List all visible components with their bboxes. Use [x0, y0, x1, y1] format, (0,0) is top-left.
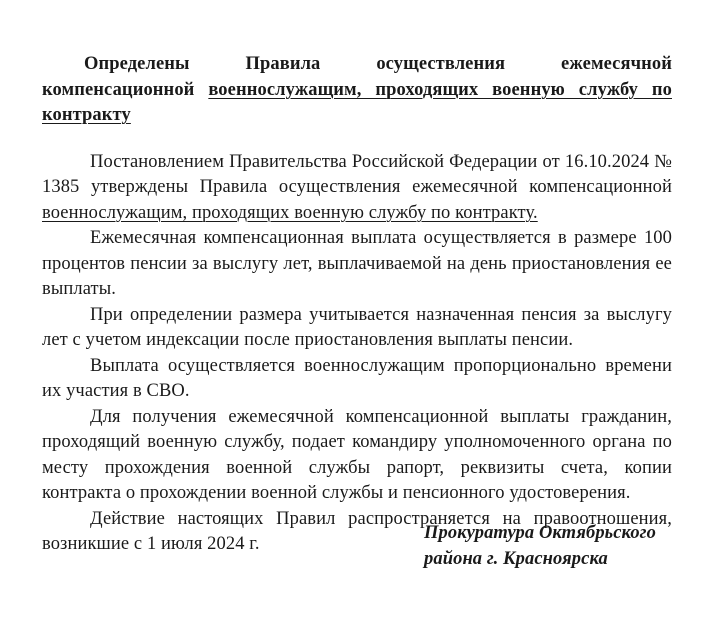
title-plain-segment: Определены Правила осуществления ежемесячной компенсационной [42, 54, 672, 100]
paragraph-1 [42, 150, 672, 227]
paragraph-6: Действие настоящих Правил распространяется на правоотношения, возникшие с 1 июля 2024 г. [42, 508, 672, 554]
document-body [42, 52, 672, 558]
document-title [42, 52, 672, 129]
paragraph-3: При определении размера учитывается назначенная пенсия за выслугу лет с учетом индексации после приостановления выплаты пенсии. [42, 304, 672, 350]
paragraph-4: Выплата осуществляется военнослужащим пропорционально времени их участия в СВО. [42, 355, 672, 401]
title-underlined-segment: военнослужащим, проходящих военную службу по контракту [42, 79, 672, 125]
paragraph-1-underlined-segment: военнослужащим, проходящих военную службу по контракту. [42, 202, 538, 223]
signature-line-2: района г. Красноярска [424, 548, 608, 569]
paragraph-1-plain-segment: Постановлением Правительства Российской Федерации от 16.10.2024 № 1385 утверждены Правила осуществления ежемесячной компенсационной [42, 151, 672, 197]
paragraph-5: Для получения ежемесячной компенсационной выплаты гражданин, проходящий военную службу, подает командиру уполномоченного органа по месту прохождения военной службы рапорт, реквизиты счета, копии контракта о прохождении военной службы и пенсионного удостоверения. [42, 406, 672, 503]
signature-block [424, 521, 674, 572]
title-body-spacer [42, 129, 672, 150]
paragraph-2: Ежемесячная компенсационная выплата осуществляется в размере 100 процентов пенсии за выслугу лет, выплачиваемой на день приостановления ее выплаты. [42, 228, 672, 299]
signature-line-1: Прокуратура Октябрьского [424, 523, 656, 543]
